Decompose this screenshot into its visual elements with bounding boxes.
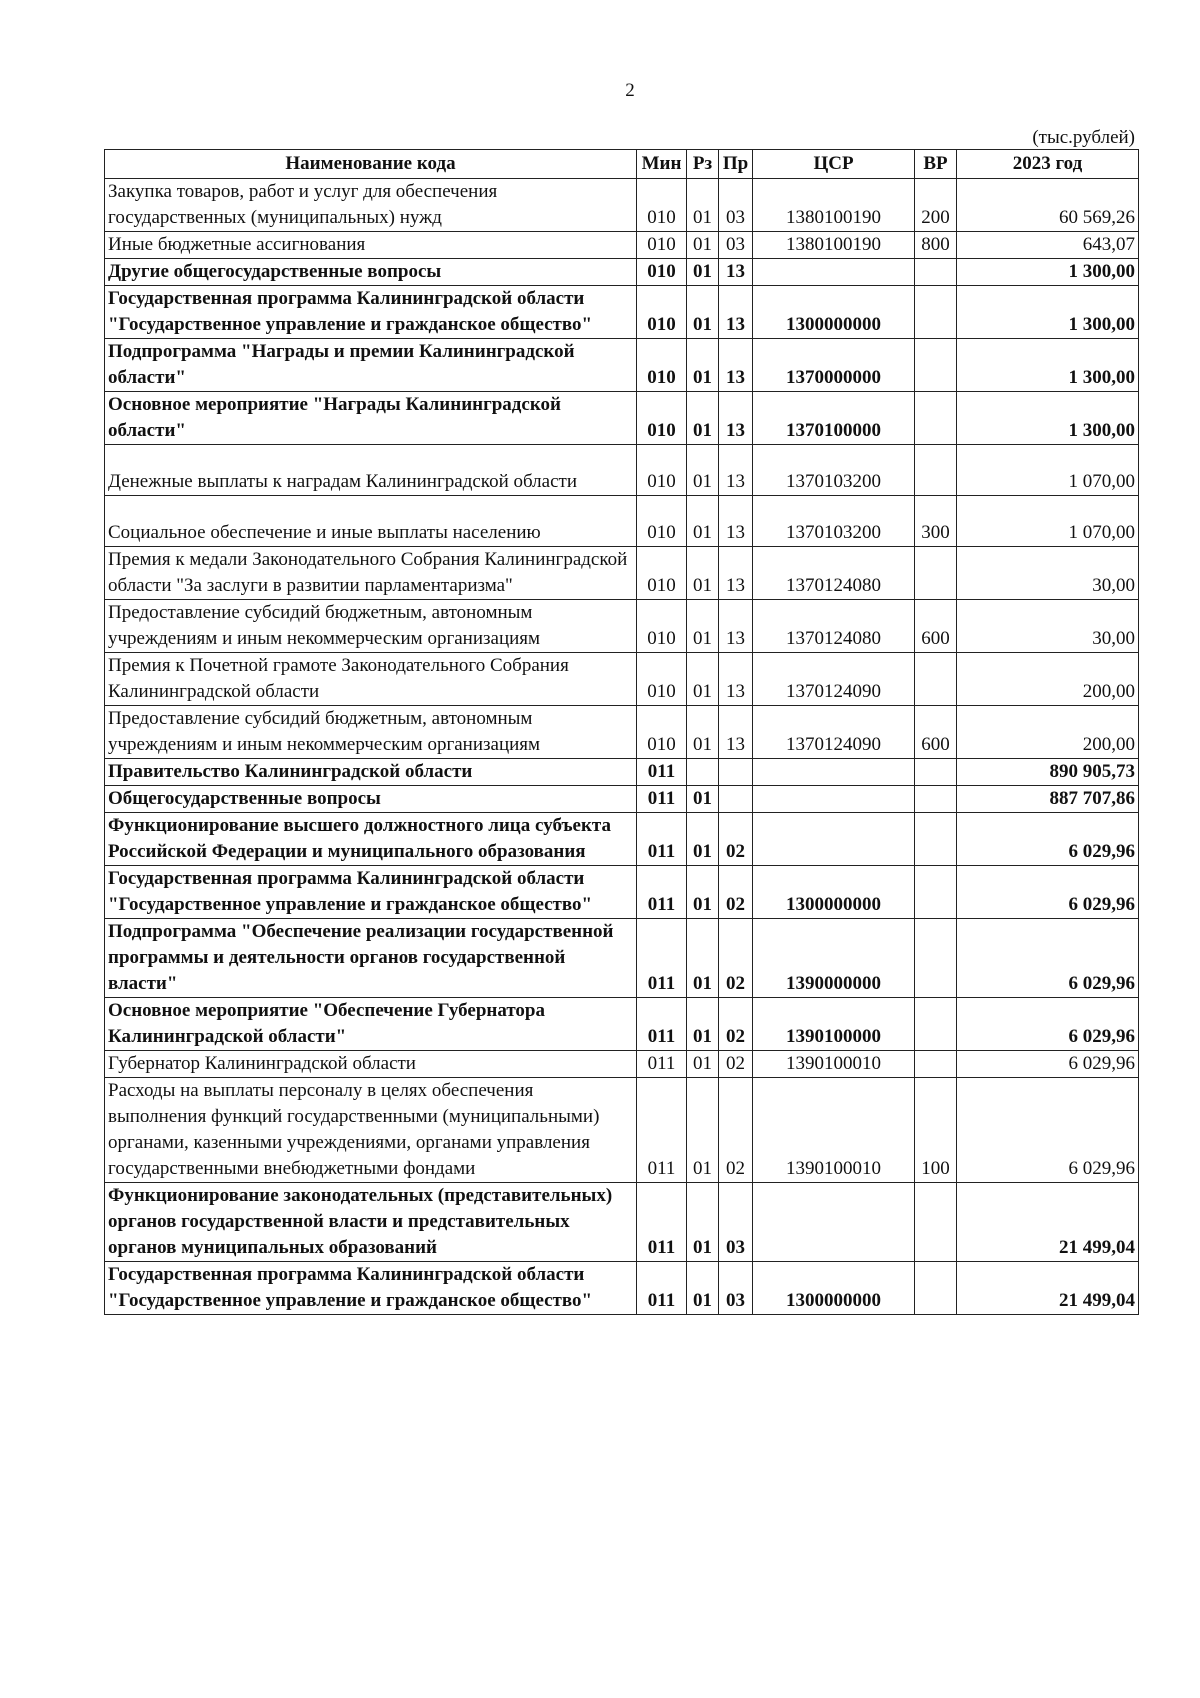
cell-name: Правительство Калининградской области: [105, 759, 637, 786]
cell-min: 010: [637, 179, 687, 232]
cell-csr: 1300000000: [753, 866, 915, 919]
cell-min: 010: [637, 496, 687, 547]
cell-vr: [915, 653, 957, 706]
cell-vr: [915, 786, 957, 813]
page-number: 2: [625, 80, 635, 101]
cell-pr: 13: [719, 706, 753, 759]
cell-name: Расходы на выплаты персоналу в целях обеспечения выполнения функций государственными (муниципальными) органами, казенными учреждениями, органами управления государственными внебюджетными фондами: [105, 1078, 637, 1183]
cell-csr: [753, 259, 915, 286]
units-label: (тыс.рублей): [1032, 127, 1135, 148]
cell-vr: 600: [915, 600, 957, 653]
cell-min: 010: [637, 706, 687, 759]
cell-min: 011: [637, 998, 687, 1051]
cell-csr: 1370124090: [753, 653, 915, 706]
table-row: [105, 392, 1139, 445]
table-row: [105, 232, 1139, 259]
cell-vr: [915, 1051, 957, 1078]
table-row: [105, 547, 1139, 600]
table-row: [105, 813, 1139, 866]
cell-name: Иные бюджетные ассигнования: [105, 232, 637, 259]
cell-csr: 1380100190: [753, 232, 915, 259]
cell-name: Денежные выплаты к наградам Калининградской области: [105, 445, 637, 496]
cell-amount: 60 569,26: [957, 179, 1139, 232]
cell-rz: 01: [687, 786, 719, 813]
cell-pr: 13: [719, 339, 753, 392]
cell-vr: [915, 1183, 957, 1262]
cell-amount: 6 029,96: [957, 919, 1139, 998]
table-row: [105, 653, 1139, 706]
cell-name: Общегосударственные вопросы: [105, 786, 637, 813]
cell-rz: 01: [687, 445, 719, 496]
cell-vr: [915, 259, 957, 286]
cell-name: Государственная программа Калининградской области "Государственное управление и гражданское общество": [105, 1262, 637, 1315]
table-row: [105, 445, 1139, 496]
cell-name: Основное мероприятие "Обеспечение Губернатора Калининградской области": [105, 998, 637, 1051]
cell-pr: 13: [719, 286, 753, 339]
cell-pr: 03: [719, 179, 753, 232]
table-body: [105, 179, 1139, 1315]
cell-csr: 1370103200: [753, 496, 915, 547]
header-vr: ВР: [915, 150, 957, 179]
cell-vr: 100: [915, 1078, 957, 1183]
table-row: [105, 339, 1139, 392]
header-pr: Пр: [719, 150, 753, 179]
cell-amount: 6 029,96: [957, 998, 1139, 1051]
cell-name: Функционирование законодательных (представительных) органов государственной власти и представительных органов муниципальных образований: [105, 1183, 637, 1262]
cell-pr: 13: [719, 445, 753, 496]
cell-min: 010: [637, 232, 687, 259]
cell-amount: 21 499,04: [957, 1262, 1139, 1315]
cell-vr: [915, 1262, 957, 1315]
cell-amount: 887 707,86: [957, 786, 1139, 813]
cell-csr: 1390100000: [753, 998, 915, 1051]
cell-min: 010: [637, 547, 687, 600]
cell-csr: 1390100010: [753, 1078, 915, 1183]
cell-min: 011: [637, 786, 687, 813]
table-row: [105, 706, 1139, 759]
table-row: [105, 496, 1139, 547]
cell-min: 010: [637, 600, 687, 653]
header-csr: ЦСР: [753, 150, 915, 179]
cell-pr: 13: [719, 392, 753, 445]
cell-pr: [719, 786, 753, 813]
cell-name: Подпрограмма "Обеспечение реализации государственной программы и деятельности органов государственной власти": [105, 919, 637, 998]
cell-min: 010: [637, 286, 687, 339]
cell-pr: [719, 759, 753, 786]
cell-vr: [915, 998, 957, 1051]
cell-rz: 01: [687, 600, 719, 653]
cell-amount: 643,07: [957, 232, 1139, 259]
cell-amount: 1 070,00: [957, 496, 1139, 547]
cell-pr: 13: [719, 259, 753, 286]
cell-min: 011: [637, 759, 687, 786]
cell-pr: 13: [719, 496, 753, 547]
cell-rz: 01: [687, 706, 719, 759]
header-min: Мин: [637, 150, 687, 179]
table-row: [105, 998, 1139, 1051]
cell-rz: 01: [687, 1262, 719, 1315]
cell-csr: 1300000000: [753, 1262, 915, 1315]
cell-name: Подпрограмма "Награды и премии Калининградской области": [105, 339, 637, 392]
cell-vr: [915, 759, 957, 786]
cell-amount: 1 300,00: [957, 339, 1139, 392]
cell-vr: 200: [915, 179, 957, 232]
cell-rz: 01: [687, 998, 719, 1051]
cell-vr: [915, 286, 957, 339]
header-rz: Рз: [687, 150, 719, 179]
cell-csr: 1370103200: [753, 445, 915, 496]
cell-vr: 600: [915, 706, 957, 759]
cell-name: Основное мероприятие "Награды Калининградской области": [105, 392, 637, 445]
cell-amount: 6 029,96: [957, 1051, 1139, 1078]
cell-min: 010: [637, 339, 687, 392]
cell-rz: 01: [687, 496, 719, 547]
cell-name: Другие общегосударственные вопросы: [105, 259, 637, 286]
cell-min: 011: [637, 919, 687, 998]
cell-name: Социальное обеспечение и иные выплаты населению: [105, 496, 637, 547]
cell-rz: [687, 759, 719, 786]
cell-min: 011: [637, 1262, 687, 1315]
cell-csr: [753, 1183, 915, 1262]
cell-rz: 01: [687, 1078, 719, 1183]
cell-rz: 01: [687, 259, 719, 286]
cell-pr: 03: [719, 1183, 753, 1262]
cell-pr: 02: [719, 866, 753, 919]
cell-amount: 1 300,00: [957, 286, 1139, 339]
cell-vr: 800: [915, 232, 957, 259]
cell-csr: 1370124080: [753, 600, 915, 653]
cell-vr: [915, 445, 957, 496]
cell-amount: 6 029,96: [957, 866, 1139, 919]
cell-rz: 01: [687, 547, 719, 600]
cell-csr: [753, 786, 915, 813]
cell-name: Губернатор Калининградской области: [105, 1051, 637, 1078]
cell-vr: [915, 866, 957, 919]
table-row: [105, 1183, 1139, 1262]
header-name: Наименование кода: [105, 150, 637, 179]
table-row: [105, 286, 1139, 339]
cell-min: 010: [637, 653, 687, 706]
cell-rz: 01: [687, 1183, 719, 1262]
cell-vr: [915, 919, 957, 998]
cell-csr: 1370100000: [753, 392, 915, 445]
cell-min: 011: [637, 1078, 687, 1183]
cell-vr: [915, 392, 957, 445]
cell-csr: 1390000000: [753, 919, 915, 998]
cell-csr: 1370000000: [753, 339, 915, 392]
cell-min: 011: [637, 866, 687, 919]
cell-amount: 1 300,00: [957, 259, 1139, 286]
budget-table: [104, 149, 1139, 1315]
cell-amount: 1 300,00: [957, 392, 1139, 445]
cell-amount: 890 905,73: [957, 759, 1139, 786]
cell-name: Функционирование высшего должностного лица субъекта Российской Федерации и муниципального образования: [105, 813, 637, 866]
cell-name: Премия к Почетной грамоте Законодательного Собрания Калининградской области: [105, 653, 637, 706]
cell-name: Предоставление субсидий бюджетным, автономным учреждениям и иным некоммерческим организациям: [105, 706, 637, 759]
cell-amount: 200,00: [957, 653, 1139, 706]
cell-rz: 01: [687, 392, 719, 445]
cell-name: Предоставление субсидий бюджетным, автономным учреждениям и иным некоммерческим организациям: [105, 600, 637, 653]
cell-rz: 01: [687, 179, 719, 232]
cell-pr: 13: [719, 600, 753, 653]
cell-pr: 13: [719, 653, 753, 706]
cell-rz: 01: [687, 232, 719, 259]
table-row: [105, 1078, 1139, 1183]
table-row: [105, 759, 1139, 786]
cell-csr: 1380100190: [753, 179, 915, 232]
cell-name: Премия к медали Законодательного Собрания Калининградской области "За заслуги в развитии парламентаризма": [105, 547, 637, 600]
cell-csr: [753, 813, 915, 866]
table-row: [105, 1262, 1139, 1315]
cell-amount: 30,00: [957, 600, 1139, 653]
cell-csr: 1370124080: [753, 547, 915, 600]
table-row: [105, 786, 1139, 813]
cell-vr: [915, 339, 957, 392]
cell-csr: [753, 759, 915, 786]
cell-rz: 01: [687, 653, 719, 706]
cell-csr: 1300000000: [753, 286, 915, 339]
cell-rz: 01: [687, 286, 719, 339]
cell-csr: 1390100010: [753, 1051, 915, 1078]
cell-pr: 03: [719, 232, 753, 259]
table-row: [105, 179, 1139, 232]
cell-min: 010: [637, 392, 687, 445]
table-row: [105, 600, 1139, 653]
cell-min: 010: [637, 445, 687, 496]
cell-pr: 02: [719, 998, 753, 1051]
cell-csr: 1370124090: [753, 706, 915, 759]
cell-name: Государственная программа Калининградской области "Государственное управление и гражданское общество": [105, 866, 637, 919]
cell-pr: 02: [719, 1078, 753, 1183]
cell-amount: 1 070,00: [957, 445, 1139, 496]
table-row: [105, 1051, 1139, 1078]
table-row: [105, 866, 1139, 919]
cell-name: Закупка товаров, работ и услуг для обеспечения государственных (муниципальных) нужд: [105, 179, 637, 232]
cell-rz: 01: [687, 919, 719, 998]
cell-amount: 6 029,96: [957, 1078, 1139, 1183]
cell-name: Государственная программа Калининградской области "Государственное управление и гражданское общество": [105, 286, 637, 339]
cell-pr: 02: [719, 1051, 753, 1078]
cell-rz: 01: [687, 866, 719, 919]
cell-min: 010: [637, 259, 687, 286]
table-row: [105, 919, 1139, 998]
cell-vr: 300: [915, 496, 957, 547]
table-header-row: [105, 150, 1139, 179]
cell-min: 011: [637, 813, 687, 866]
cell-amount: 6 029,96: [957, 813, 1139, 866]
header-year: 2023 год: [957, 150, 1139, 179]
cell-pr: 13: [719, 547, 753, 600]
cell-rz: 01: [687, 339, 719, 392]
table-row: [105, 259, 1139, 286]
cell-rz: 01: [687, 813, 719, 866]
cell-amount: 200,00: [957, 706, 1139, 759]
cell-pr: 02: [719, 919, 753, 998]
cell-vr: [915, 813, 957, 866]
cell-min: 011: [637, 1183, 687, 1262]
cell-pr: 02: [719, 813, 753, 866]
cell-pr: 03: [719, 1262, 753, 1315]
cell-min: 011: [637, 1051, 687, 1078]
cell-amount: 30,00: [957, 547, 1139, 600]
cell-vr: [915, 547, 957, 600]
cell-amount: 21 499,04: [957, 1183, 1139, 1262]
cell-rz: 01: [687, 1051, 719, 1078]
